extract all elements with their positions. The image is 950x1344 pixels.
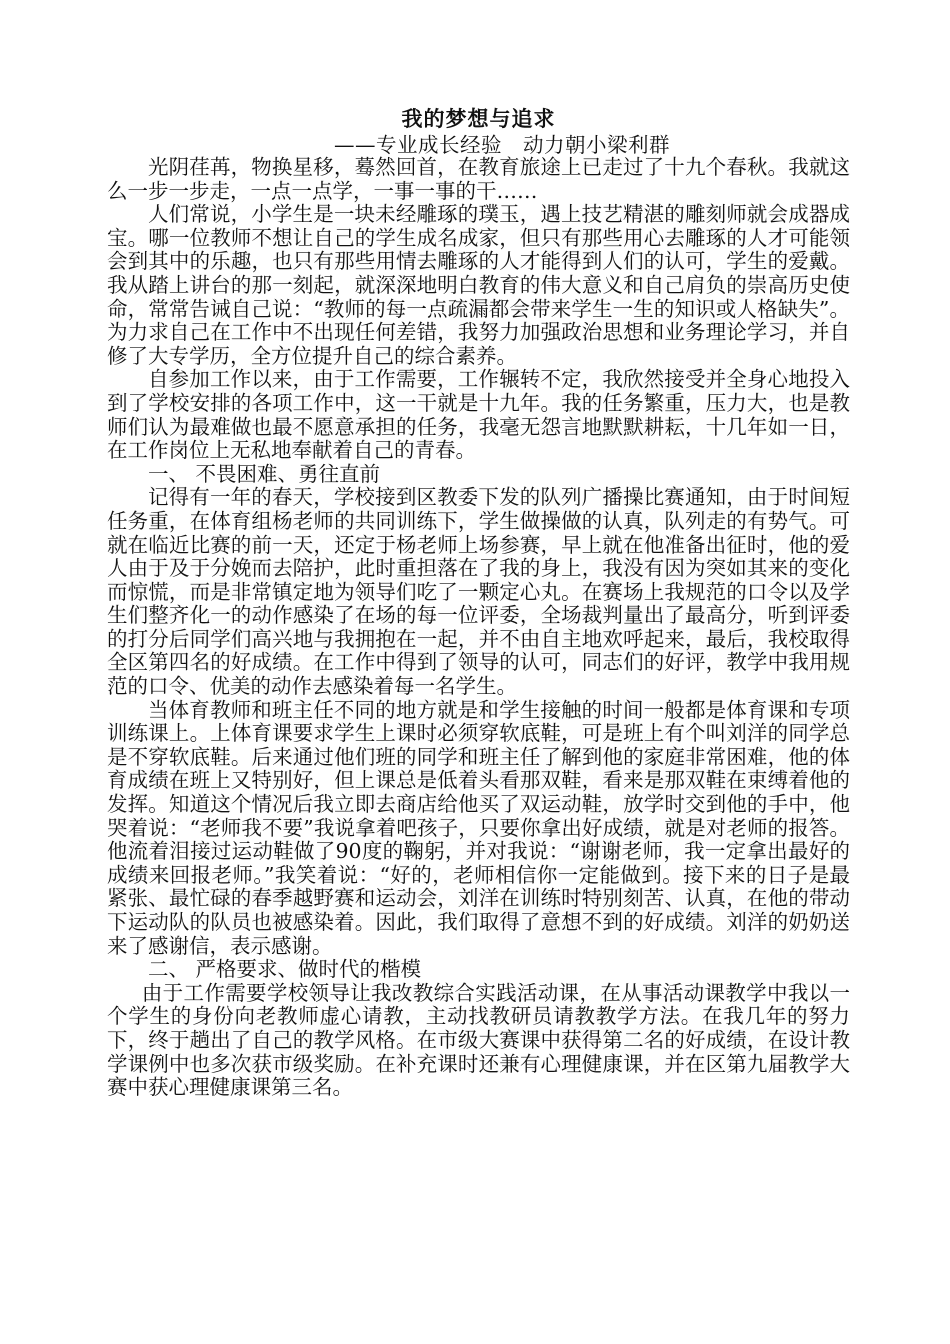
- document-page: [107, 104, 850, 1100]
- section-heading-1: 一、 不畏困难、勇往直前: [148, 461, 381, 486]
- section1-paragraph-1: 记得有一年的春天，学校接到区教委下发的队列广播操比赛通知，由于时间短任务重，在体育组杨老师的共同训练下，学生做操做的认真，队列走的有势气。可就在临近比赛的前一天，还定于杨老师上场参赛，早上就在他准备出征时，他的爱人由于及于分娩而去陪护，此时重担落在了我的身上，我没有因为突如其来的变化而惊慌，而是非常镇定地为领导们吃了一颗定心丸。在赛场上我规范的口令以及学生们整齐化一的动作感染了在场的每一位评委，全场裁判量出了最高分，听到评委的打分后同学们高兴地与我拥抱在一起，并不由自主地欢呼起来，最后，我校取得全区第四名的好成绩。在工作中得到了领导的认可，同志们的好评，教学中我用规范的口令、优美的动作去感染着每一名学生。: [107, 485, 850, 699]
- section-heading-2: 二、 严格要求、做时代的楷模: [148, 957, 422, 982]
- document-title: 我的梦想与追求: [401, 106, 556, 131]
- document-subtitle: ——专业成长经验 动力朝小梁利群: [334, 133, 670, 157]
- section2-paragraph-1: 由于工作需要学校领导让我改教综合实践活动课，在从事活动课教学中我以一个学生的身份向老教师虚心请教，主动找教研员请教教学方法。在我几年的努力下，终于趟出了自己的教学风格。在市级大赛课中获得第二名的好成绩，在设计教学课例中也多次获市级奖励。在补充课时还兼有心理健康课，并在区第九届教学大赛中获心理健康课第三名。: [107, 980, 850, 1100]
- intro-paragraph-2: 人们常说，小学生是一块未经雕琢的璞玉，遇上技艺精湛的雕刻师就会成器成宝。哪一位教师不想让自己的学生成名成家，但只有那些用心去雕琢的人才可能领会到其中的乐趣，也只有那些用情去雕琢的人才能得到人们的认可，学生的爱戴。我从踏上讲台的那一刻起，就深深地明白教育的伟大意义和自己肩负的崇高历史使命，常常告诫自己说：“教师的每一点疏漏都会带来学生一生的知识或人格缺失”。为力求自己在工作中不出现任何差错，我努力加强政治思想和业务理论学习，并自修了大专学历，全方位提升自己的综合素养。: [107, 202, 850, 368]
- intro-paragraph-3: 自参加工作以来，由于工作需要，工作辗转不定，我欣然接受并全身心地投入到了学校安排的各项工作中，这一干就是十九年。我的任务繁重，压力大，也是教师们认为最难做也最不愿意承担的任务，我毫无怨言地默默耕耘，十几年如一日，在工作岗位上无私地奉献着自己的青春。: [107, 367, 850, 463]
- section1-paragraph-2: 当体育教师和班主任不同的地方就是和学生接触的时间一般都是体育课和专项训练课上。上体育课要求学生上课时必须穿软底鞋，可是班上有个叫刘洋的同学总是不穿软底鞋。后来通过他们班的同学和班主任了解到他的家庭非常困难，他的体育成绩在班上又特别好，但上课总是低着头看那双鞋，看来是那双鞋在束缚着他的发挥。知道这个情况后我立即去商店给他买了双运动鞋，放学时交到他的手中，他哭着说：“老师我不要”我说拿着吧孩子，只要你拿出好成绩，就是对老师的报答。他流着泪接过运动鞋做了90度的鞠躬，并对我说：“谢谢老师，我一定拿出最好的成绩来回报老师。”我笑着说：“好的，老师相信你一定能做到。接下来的日子是最紧张、最忙碌的春季越野赛和运动会，刘洋在训练时特别刻苦、认真，在他的带动下运动队的队员也被感染着。因此，我们取得了意想不到的好成绩。刘洋的奶奶送来了感谢信，表示感谢。: [107, 697, 850, 958]
- intro-paragraph-1: 光阴荏苒，物换星移，蓦然回首，在教育旅途上已走过了十九个春秋。我就这么一步一步走，一点一点学，一事一事的干……: [107, 155, 850, 203]
